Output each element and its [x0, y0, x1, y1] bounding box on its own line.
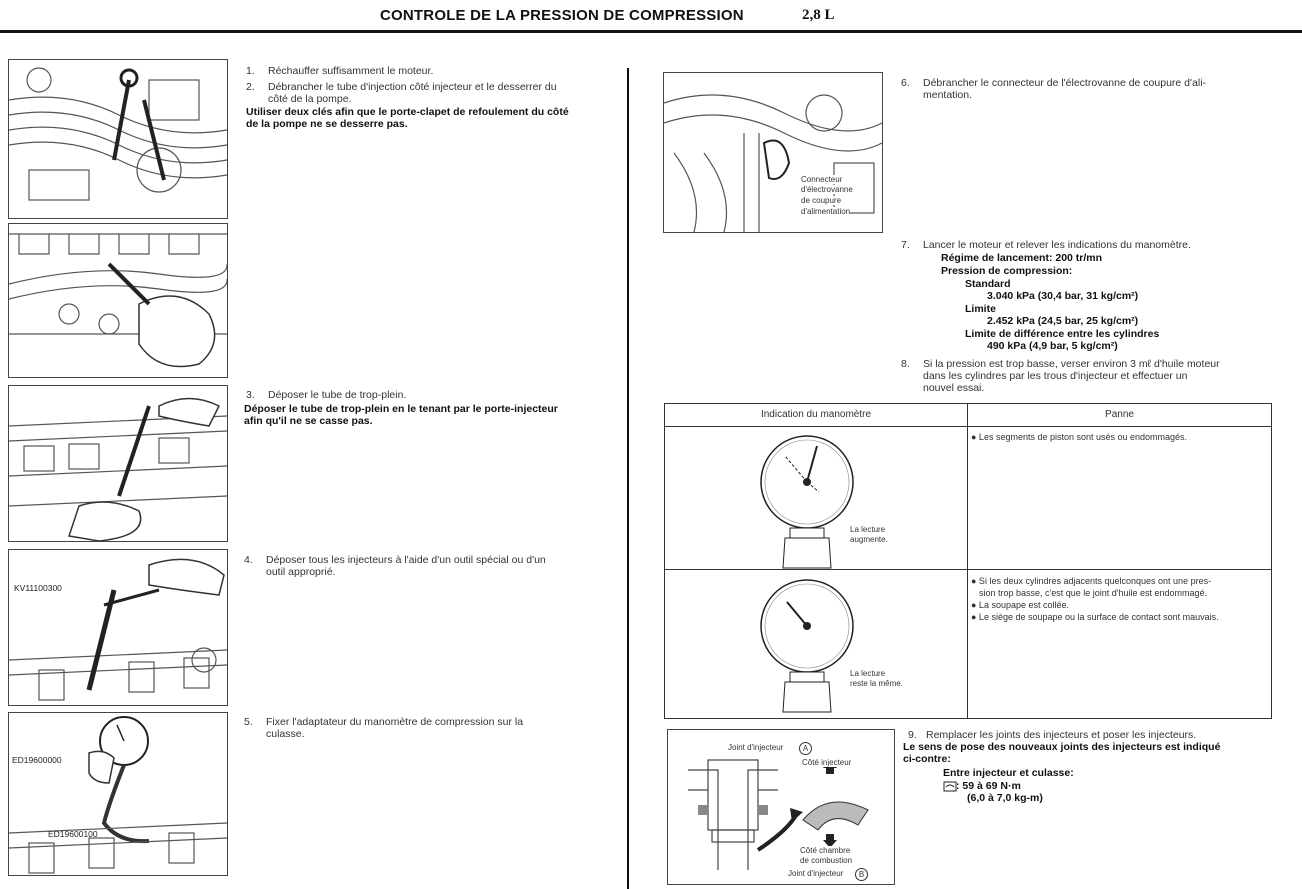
step-text-line: dans les cylindres par les trous d'injecteur et effectuer un — [923, 370, 1188, 382]
step-9-note-line2: ci-contre: — [903, 753, 951, 765]
step-text: Réchauffer suffisamment le moteur. — [268, 65, 434, 77]
tool-code-ed1: ED19600000 — [12, 755, 62, 765]
step-9-note-line1: Le sens de pose des nouveaux joints des injecteurs est indiqué — [903, 741, 1221, 753]
step-text-line: Si la pression est trop basse, verser environ 3 mℓ d'huile moteur — [923, 358, 1220, 370]
tool-code-kv: KV11100300 — [14, 583, 62, 593]
callout-letter-b: B — [855, 868, 868, 881]
step-number: 6. — [901, 77, 910, 89]
spec-limit-value: 2.452 kPa (24,5 bar, 25 kg/cm²) — [987, 315, 1139, 327]
table-header-panne: Panne — [968, 404, 1271, 427]
figure-hand-drawing — [9, 224, 227, 377]
spec-standard-value: 3.040 kPa (30,4 bar, 31 kg/cm²) — [987, 290, 1139, 302]
figure-remove-injectors — [8, 549, 228, 706]
step-number: 4. — [244, 554, 253, 566]
callout-letter-a: A — [799, 742, 812, 755]
step-number: 8. — [901, 358, 910, 370]
page-title: CONTROLE DE LA PRESSION DE COMPRESSION — [380, 7, 744, 24]
step-text-line: outil approprié. — [266, 566, 336, 578]
cause-row2-2: sion trop basse, c'est que le joint d'huile est endommagé. — [979, 588, 1208, 598]
gauge-rising-label-2: augmente. — [850, 535, 888, 544]
spec-torque-location: Entre injecteur et culasse: — [943, 767, 1074, 779]
torque-wrench-icon — [943, 781, 957, 792]
step-6 — [901, 77, 1271, 103]
spec-pressure-label: Pression de compression: — [941, 265, 1073, 277]
column-divider — [627, 68, 629, 889]
step-4 — [244, 554, 614, 580]
step-number: 2. — [246, 81, 255, 93]
step-3 — [246, 389, 616, 403]
step-number: 7. — [901, 239, 910, 251]
callout-cote-chambre-2: de combustion — [800, 856, 853, 865]
gauge-rising-label-1: La lecture — [850, 525, 886, 534]
cause-row1-1: ● Les segments de piston sont usés ou endommagés. — [971, 432, 1188, 442]
spec-torque-kgm: (6,0 à 7,0 kg-m) — [967, 792, 1043, 804]
spec-torque-nm: : 59 à 69 N·m — [956, 780, 1021, 792]
figure-compression-gauge — [8, 712, 228, 876]
figure-wrench-injection-tube — [8, 59, 228, 219]
figure-injector-tool-drawing — [9, 550, 227, 705]
gauge-steady-label-1: La lecture — [850, 669, 886, 678]
cause-row2-4: ● Le siège de soupape ou la surface de contact sont mauvais. — [971, 612, 1219, 622]
callout-joint-b: Joint d'injecteur — [788, 869, 844, 878]
spec-diff-label: Limite de différence entre les cylindres — [965, 328, 1160, 340]
table-header-indication: Indication du manomètre — [665, 404, 967, 427]
callout-connector-3: de coupure — [801, 196, 842, 205]
spec-cranking: Régime de lancement: 200 tr/mn — [941, 252, 1103, 264]
step-number: 1. — [246, 65, 255, 77]
step-5 — [244, 716, 614, 742]
step-number: 5. — [244, 716, 253, 728]
tool-code-ed2: ED19600100 — [48, 829, 98, 839]
cause-row2-1: ● Si les deux cylindres adjacents quelconques ont une pres- — [971, 576, 1212, 586]
step-text: Lancer le moteur et relever les indications du manomètre. — [923, 239, 1191, 251]
step-2 — [246, 81, 616, 107]
callout-joint-a: Joint d'injecteur — [728, 743, 784, 752]
gauge-steady-drawing — [755, 578, 865, 713]
figure-overflow-tube — [8, 385, 228, 542]
table-column-divider — [967, 404, 968, 718]
step-number: 9. — [908, 729, 917, 741]
spec-diff-value: 490 kPa (4,9 bar, 5 kg/cm²) — [987, 340, 1118, 352]
gauge-rising-drawing — [755, 434, 865, 569]
figure-hand-wrench — [8, 223, 228, 378]
figure-seal-drawing — [668, 730, 894, 884]
figure-gauge-drawing — [9, 713, 227, 875]
step-7 — [901, 239, 1271, 253]
step-8 — [901, 358, 1273, 396]
cause-row2-3: ● La soupape est collée. — [971, 600, 1070, 610]
step-text-line: Fixer l'adaptateur du manomètre de compression sur la — [266, 716, 524, 728]
step-text-line: côté de la pompe. — [268, 93, 352, 105]
figure-wrench-drawing — [9, 60, 227, 218]
gauge-steady-label-2: reste la même. — [850, 679, 903, 688]
step-text-line: Débrancher le connecteur de l'électrovanne de coupure d'ali- — [923, 77, 1207, 89]
step-text-line: Déposer tous les injecteurs à l'aide d'un outil spécial ou d'un — [266, 554, 546, 566]
step-text-line: nouvel essai. — [923, 382, 985, 394]
engine-size-label: 2,8 L — [802, 7, 835, 23]
table-row-divider — [665, 569, 1271, 570]
step-2-note-line1: Utiliser deux clés afin que le porte-clapet de refoulement du côté — [246, 106, 569, 118]
step-3-note-line2: afin qu'il ne se casse pas. — [244, 415, 373, 427]
step-2-note-line2: de la pompe ne se desserre pas. — [246, 118, 408, 130]
step-number: 3. — [246, 389, 255, 401]
callout-connector-1: Connecteur — [801, 175, 843, 184]
step-text-line: mentation. — [923, 89, 973, 101]
step-1 — [246, 65, 616, 79]
step-3-note-line1: Déposer le tube de trop-plein en le tenant par le porte-injecteur — [244, 403, 558, 415]
figure-overflow-drawing — [9, 386, 227, 541]
step-text-line: culasse. — [266, 728, 305, 740]
spec-limit-label: Limite — [965, 303, 996, 315]
gauge-diagnosis-table — [664, 403, 1272, 719]
callout-connector-2: d'électrovanne — [801, 185, 853, 194]
step-text-line: Débrancher le tube d'injection côté injecteur et le desserrer du — [268, 81, 557, 93]
figure-injector-seal — [667, 729, 895, 885]
spec-standard-label: Standard — [965, 278, 1011, 290]
step-text: Remplacer les joints des injecteurs et poser les injecteurs. — [926, 729, 1197, 741]
callout-connector-4: d'alimentation — [801, 207, 851, 216]
callout-cote-chambre-1: Côté chambre — [800, 846, 851, 855]
callout-cote-injecteur: Côté injecteur — [802, 758, 852, 767]
step-text: Déposer le tube de trop-plein. — [268, 389, 407, 401]
